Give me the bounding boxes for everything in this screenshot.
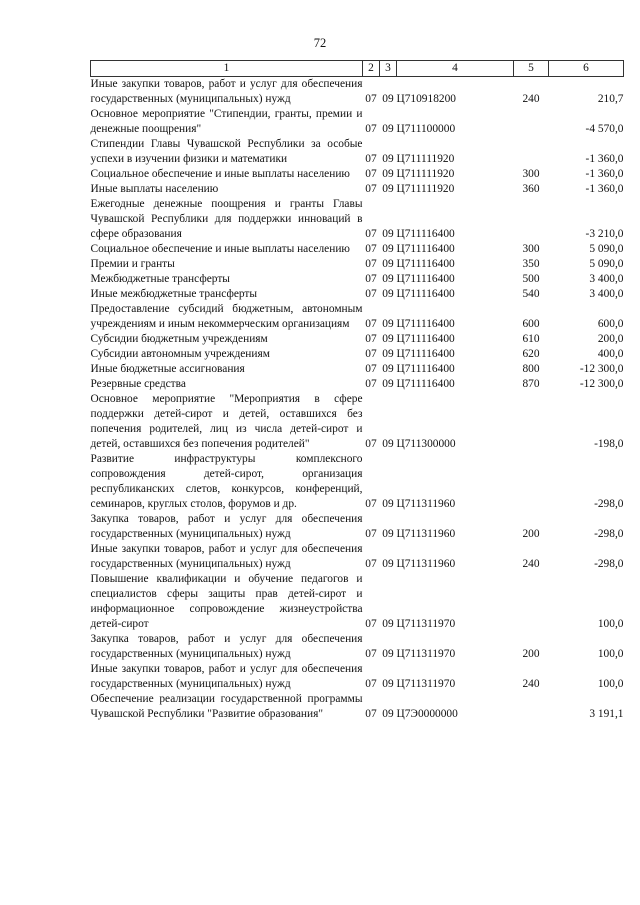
row-target-article: Ц711311970 <box>396 678 456 690</box>
row-amount: 100,0 <box>597 648 624 660</box>
row-subsection: 09 <box>382 618 394 630</box>
row-expense-type: 540 <box>522 288 540 300</box>
row-expense-type <box>514 692 549 722</box>
row-expense-type: 200 <box>522 648 540 660</box>
row-subsection: 09 <box>382 558 394 570</box>
row-target-article: Ц7Э0000000 <box>396 708 458 720</box>
row-expense-type <box>514 197 549 242</box>
row-section: 07 <box>365 438 377 450</box>
row-amount: -1 360,0 <box>585 153 624 165</box>
row-expense-type: 870 <box>522 378 540 390</box>
row-expense-type: 360 <box>522 183 540 195</box>
row-target-article: Ц711111920 <box>396 183 455 195</box>
row-target-article: Ц711116400 <box>396 258 455 270</box>
row-name: Иные закупки товаров, работ и услуг для обеспечения государственных (муниципальных) нужд <box>90 78 363 105</box>
table-row <box>91 77 624 108</box>
row-target-article: Ц711116400 <box>396 288 455 300</box>
row-amount: -12 300,0 <box>579 378 624 390</box>
row-section: 07 <box>365 378 377 390</box>
row-subsection: 09 <box>382 378 394 390</box>
row-subsection: 09 <box>382 648 394 660</box>
row-section: 07 <box>365 708 377 720</box>
row-section: 07 <box>365 168 377 180</box>
row-target-article: Ц711116400 <box>396 333 455 345</box>
table-row <box>91 107 624 137</box>
row-name: Иные межбюджетные трансферты <box>90 288 258 300</box>
row-name: Предоставление субсидий бюджетным, автономным учреждениям и иным некоммерческим организациям <box>90 303 363 330</box>
table-body <box>91 77 624 723</box>
table-row <box>91 572 624 632</box>
row-target-article: Ц711111920 <box>396 153 455 165</box>
row-amount: 200,0 <box>597 333 624 345</box>
row-section: 07 <box>365 123 377 135</box>
row-subsection: 09 <box>382 273 394 285</box>
row-subsection: 09 <box>382 348 394 360</box>
table-row <box>91 197 624 242</box>
row-expense-type <box>514 392 549 452</box>
row-amount: 600,0 <box>597 318 624 330</box>
table-row <box>91 392 624 452</box>
row-expense-type <box>514 572 549 632</box>
row-section: 07 <box>365 348 377 360</box>
row-target-article: Ц711116400 <box>396 273 455 285</box>
row-subsection: 09 <box>382 258 394 270</box>
row-section: 07 <box>365 528 377 540</box>
row-section: 07 <box>365 333 377 345</box>
header-col-3: 3 <box>380 61 397 77</box>
row-target-article: Ц711116400 <box>396 348 455 360</box>
row-expense-type: 240 <box>522 678 540 690</box>
table-row <box>91 362 624 377</box>
table-row <box>91 182 624 197</box>
row-target-article: Ц711311970 <box>396 648 456 660</box>
row-section: 07 <box>365 93 377 105</box>
row-target-article: Ц711116400 <box>396 318 455 330</box>
header-col-2: 2 <box>363 61 380 77</box>
row-amount: 100,0 <box>597 678 624 690</box>
table-row <box>91 242 624 257</box>
row-amount: -1 360,0 <box>585 183 624 195</box>
row-subsection: 09 <box>382 678 394 690</box>
row-name: Премии и гранты <box>90 258 175 270</box>
row-amount: 5 090,0 <box>589 258 624 270</box>
table-row <box>91 347 624 362</box>
row-target-article: Ц711116400 <box>396 243 455 255</box>
header-col-5: 5 <box>514 61 549 77</box>
row-name: Социальное обеспечение и иные выплаты населению <box>90 168 350 180</box>
row-subsection: 09 <box>382 153 394 165</box>
row-section: 07 <box>365 288 377 300</box>
table-row <box>91 377 624 392</box>
table-row <box>91 512 624 542</box>
row-subsection: 09 <box>382 168 394 180</box>
row-amount: 400,0 <box>597 348 624 360</box>
row-section: 07 <box>365 258 377 270</box>
row-amount: 3 400,0 <box>589 273 624 285</box>
row-section: 07 <box>365 273 377 285</box>
row-subsection: 09 <box>382 363 394 375</box>
row-section: 07 <box>365 183 377 195</box>
row-target-article: Ц711311960 <box>396 528 456 540</box>
row-target-article: Ц711111920 <box>396 168 455 180</box>
row-name: Субсидии бюджетным учреждениям <box>90 333 268 345</box>
table-row <box>91 662 624 692</box>
budget-table <box>90 60 624 722</box>
row-amount: -3 210,0 <box>585 228 624 240</box>
row-target-article: Ц711100000 <box>396 123 456 135</box>
row-name: Основное мероприятие "Мероприятия в сфере поддержки детей-сирот и детей, оставшихся без попечения родителей, лиц из числа детей-сирот и детей, оставшихся без попечения родителей" <box>90 393 363 450</box>
table-row <box>91 287 624 302</box>
row-subsection: 09 <box>382 288 394 300</box>
row-section: 07 <box>365 363 377 375</box>
row-amount: -1 360,0 <box>585 168 624 180</box>
row-amount: 100,0 <box>597 618 624 630</box>
table-row <box>91 692 624 722</box>
row-section: 07 <box>365 243 377 255</box>
row-target-article: Ц711116400 <box>396 228 455 240</box>
row-amount: 3 400,0 <box>589 288 624 300</box>
row-subsection: 09 <box>382 708 394 720</box>
row-section: 07 <box>365 648 377 660</box>
row-section: 07 <box>365 153 377 165</box>
table-row <box>91 302 624 332</box>
row-subsection: 09 <box>382 123 394 135</box>
table-row <box>91 167 624 182</box>
header-col-1: 1 <box>91 61 363 77</box>
row-section: 07 <box>365 678 377 690</box>
table-row <box>91 332 624 347</box>
row-section: 07 <box>365 498 377 510</box>
row-target-article: Ц711116400 <box>396 378 455 390</box>
table-row <box>91 452 624 512</box>
row-section: 07 <box>365 318 377 330</box>
row-name: Стипендии Главы Чувашской Республики за особые успехи в изучении физики и математики <box>90 138 363 165</box>
row-target-article: Ц711116400 <box>396 363 455 375</box>
header-col-4: 4 <box>397 61 514 77</box>
row-subsection: 09 <box>382 333 394 345</box>
row-amount: 5 090,0 <box>589 243 624 255</box>
row-amount: -298,0 <box>594 498 624 510</box>
row-expense-type: 600 <box>522 318 540 330</box>
row-name: Закупка товаров, работ и услуг для обеспечения государственных (муниципальных) нужд <box>90 633 363 660</box>
row-target-article: Ц711311960 <box>396 558 456 570</box>
row-amount: -12 300,0 <box>579 363 624 375</box>
row-name: Развитие инфраструктуры комплексного сопровождения детей-сирот, организация республиканских слетов, конкурсов, конференций, семинаров, круглых столов, форумов и др. <box>90 453 363 510</box>
row-amount: -4 570,0 <box>585 123 624 135</box>
row-expense-type <box>514 107 549 137</box>
row-name: Резервные средства <box>90 378 186 390</box>
row-name: Основное мероприятие "Стипендии, гранты, премии и денежные поощрения" <box>90 108 363 135</box>
row-name: Социальное обеспечение и иные выплаты населению <box>90 243 350 255</box>
header-col-6: 6 <box>549 61 624 77</box>
row-expense-type <box>514 137 549 167</box>
table-row <box>91 137 624 167</box>
row-subsection: 09 <box>382 528 394 540</box>
row-target-article: Ц711311970 <box>396 618 456 630</box>
row-subsection: 09 <box>382 438 394 450</box>
page-number: 72 <box>313 36 327 50</box>
row-subsection: 09 <box>382 243 394 255</box>
row-target-article: Ц711311960 <box>396 498 456 510</box>
row-name: Иные закупки товаров, работ и услуг для обеспечения государственных (муниципальных) нужд <box>90 543 363 570</box>
row-subsection: 09 <box>382 498 394 510</box>
row-expense-type: 240 <box>522 93 540 105</box>
table-row <box>91 632 624 662</box>
row-name: Иные закупки товаров, работ и услуг для обеспечения государственных (муниципальных) нужд <box>90 663 363 690</box>
row-expense-type: 500 <box>522 273 540 285</box>
row-name: Иные бюджетные ассигнования <box>90 363 245 375</box>
row-expense-type: 610 <box>522 333 540 345</box>
row-expense-type: 200 <box>522 528 540 540</box>
row-name: Обеспечение реализации государственной программы Чувашской Республики "Развитие образования" <box>90 693 363 720</box>
row-amount: 210,7 <box>597 93 624 105</box>
row-expense-type: 800 <box>522 363 540 375</box>
row-name: Межбюджетные трансферты <box>90 273 230 285</box>
row-name: Ежегодные денежные поощрения и гранты Главы Чувашской Республики для поддержки инноваций в сфере образования <box>90 198 363 240</box>
row-expense-type: 300 <box>522 168 540 180</box>
row-amount: -298,0 <box>594 528 624 540</box>
row-section: 07 <box>365 558 377 570</box>
row-subsection: 09 <box>382 318 394 330</box>
row-subsection: 09 <box>382 183 394 195</box>
table-row <box>91 542 624 572</box>
table-header-row <box>91 61 624 77</box>
row-name: Закупка товаров, работ и услуг для обеспечения государственных (муниципальных) нужд <box>90 513 363 540</box>
row-expense-type: 620 <box>522 348 540 360</box>
row-target-article: Ц711300000 <box>396 438 456 450</box>
row-section: 07 <box>365 228 377 240</box>
row-section: 07 <box>365 618 377 630</box>
row-amount: -298,0 <box>594 558 624 570</box>
table-row <box>91 272 624 287</box>
table-row <box>91 257 624 272</box>
row-expense-type: 300 <box>522 243 540 255</box>
row-amount: -198,0 <box>594 438 624 450</box>
row-amount: 3 191,1 <box>589 708 624 720</box>
row-expense-type: 350 <box>522 258 540 270</box>
row-expense-type <box>514 452 549 512</box>
row-name: Повышение квалификации и обучение педагогов и специалистов сферы защиты прав детей-сирот и информационное сопровождение жизнеустройства детей-сирот <box>90 573 363 630</box>
row-subsection: 09 <box>382 93 394 105</box>
row-expense-type: 240 <box>522 558 540 570</box>
row-name: Субсидии автономным учреждениям <box>90 348 270 360</box>
row-subsection: 09 <box>382 228 394 240</box>
row-name: Иные выплаты населению <box>90 183 219 195</box>
row-target-article: Ц710918200 <box>396 93 456 105</box>
